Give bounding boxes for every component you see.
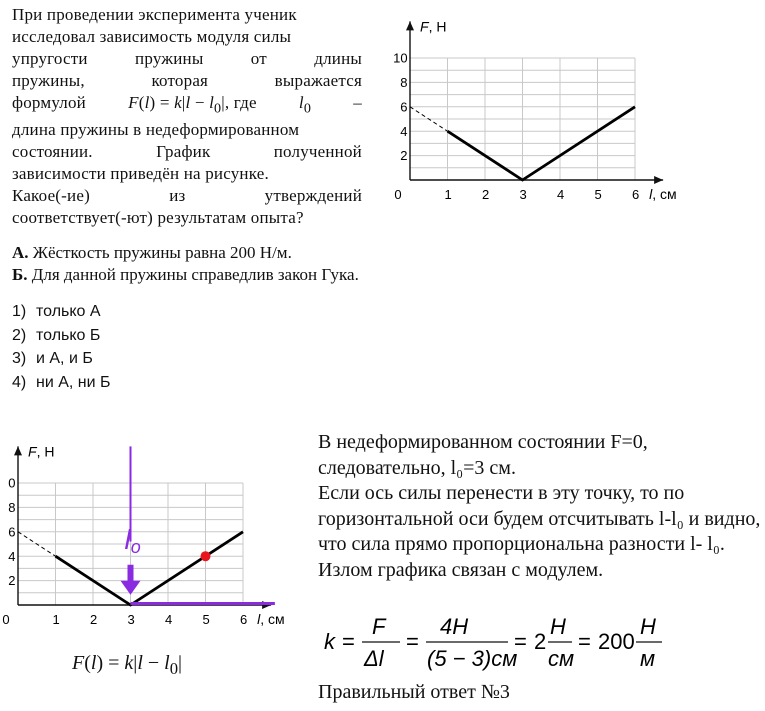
formula-val: 200 <box>598 629 635 654</box>
x-tick-label: 5 <box>594 187 602 202</box>
problem-formula-line: формулой $F(l) = k|l - l_0|$, где $l_0$ – <box>12 92 362 119</box>
stiffness-formula <box>322 612 682 672</box>
y-tick-label: 10 <box>393 50 408 66</box>
x-axis-arrow <box>654 176 663 184</box>
y-tick-label: 6 <box>8 524 16 540</box>
x-tick-label: 1 <box>444 187 452 202</box>
statement-a: А. Жёсткость пружины равна 200 Н/м. <box>12 243 292 262</box>
formula-den1: (5 − 3)см <box>427 646 518 671</box>
formula-k: k <box>324 629 335 654</box>
correct-answer: Правильный ответ №3 <box>318 681 510 703</box>
inline-formula: $F(l) = k|l - l_0|$, где <box>128 93 257 117</box>
x-tick-label: 4 <box>557 187 565 202</box>
problem-line: состоянии. График полученной <box>12 142 362 162</box>
x-tick-label: 2 <box>90 612 98 627</box>
formula-dl: Δl <box>364 646 384 671</box>
y-tick-label: 8 <box>8 499 16 515</box>
explanation-paragraph: Если ось силы перенести в эту точку, то по горизонтальной оси будем отсчитывать l-l₀ и видно, что сила прямо пропорциональна разности l- l₀. Излом графика связан с модулем. <box>318 482 761 581</box>
l0-label: lo <box>124 523 141 557</box>
x-tick-label: 4 <box>165 612 173 627</box>
x-axis-label: l, см <box>257 611 285 627</box>
formula-m: м <box>640 646 656 671</box>
y-tick-label: 8 <box>400 74 408 90</box>
formula-F: F <box>372 614 386 639</box>
x-tick-label: 5 <box>202 612 210 627</box>
explanation <box>318 430 763 583</box>
y-tick-label: 6 <box>400 99 408 115</box>
formula-eq: = <box>342 629 355 654</box>
inline-l0: $l_0$ <box>298 93 312 117</box>
highlight-point <box>201 551 211 561</box>
y-axis-arrow <box>14 446 22 455</box>
x-tick-label: 3 <box>519 187 527 202</box>
problem-line: пружины, которая выражается <box>12 71 362 90</box>
x-tick-label: 3 <box>127 612 135 627</box>
bottom-formula: $F(l) = k|l - l_0|$ <box>72 652 183 678</box>
y-tick-label: 4 <box>400 123 408 139</box>
answer-options <box>12 300 111 394</box>
force-graph-top <box>375 12 695 212</box>
x-tick-label: 6 <box>240 612 248 627</box>
svg-text:=: = <box>578 629 591 654</box>
x-tick-label: 1 <box>52 612 60 627</box>
problem-line: упругости пружины от длины <box>12 49 362 68</box>
y-axis-label: F, Н <box>28 443 55 460</box>
x-tick-label: 2 <box>482 187 490 202</box>
formula-two: 2 <box>534 629 547 654</box>
formula-H2: H <box>640 614 656 639</box>
force-graph-bottom <box>0 430 310 640</box>
option-item[interactable]: 4) ни А, ни Б <box>12 373 111 391</box>
problem-line: длина пружины в недеформированном <box>12 120 300 140</box>
statement-b: Б. Для данной пружины справедлив закон Гука. <box>12 265 359 284</box>
formula-num1: 4H <box>440 614 469 639</box>
svg-text:=: = <box>514 629 527 654</box>
problem-line: зависимости приведён на рисунке. <box>12 164 269 184</box>
option-item[interactable]: 1) только А <box>12 303 101 320</box>
y-axis-label: F, Н <box>420 18 447 35</box>
problem-line: При проведении эксперимента ученик <box>12 5 297 24</box>
formula-H1: H <box>550 614 566 639</box>
y-tick-label: 4 <box>8 548 16 564</box>
explanation-line: следовательно, l₀=3 см. <box>318 456 516 479</box>
problem-line: соответствует(-ют) результатам опыта? <box>12 208 304 228</box>
svg-text:=: = <box>406 629 419 654</box>
y-axis-arrow <box>406 21 414 30</box>
statements <box>12 242 452 286</box>
x-tick-label: 6 <box>632 187 640 202</box>
explanation-line: В недеформированном состоянии F=0, <box>318 431 648 453</box>
problem-text <box>12 4 362 229</box>
problem-line: исследовал зависимость модуля силы <box>12 27 292 46</box>
formula-cm: см <box>548 646 575 671</box>
x-tick-label: 0 <box>2 612 10 627</box>
y-tick-label: 2 <box>8 573 16 589</box>
option-item[interactable]: 2) только Б <box>12 326 101 344</box>
x-axis-label: l, см <box>649 186 677 202</box>
x-tick-label: 0 <box>394 187 402 202</box>
y-tick-label: 0 <box>8 475 16 491</box>
y-tick-label: 2 <box>400 148 408 164</box>
l0-arrow-shaft <box>128 565 134 583</box>
option-item[interactable]: 3) и А, и Б <box>12 350 93 367</box>
problem-line: Какое(-ие) из утверждений <box>12 186 362 206</box>
